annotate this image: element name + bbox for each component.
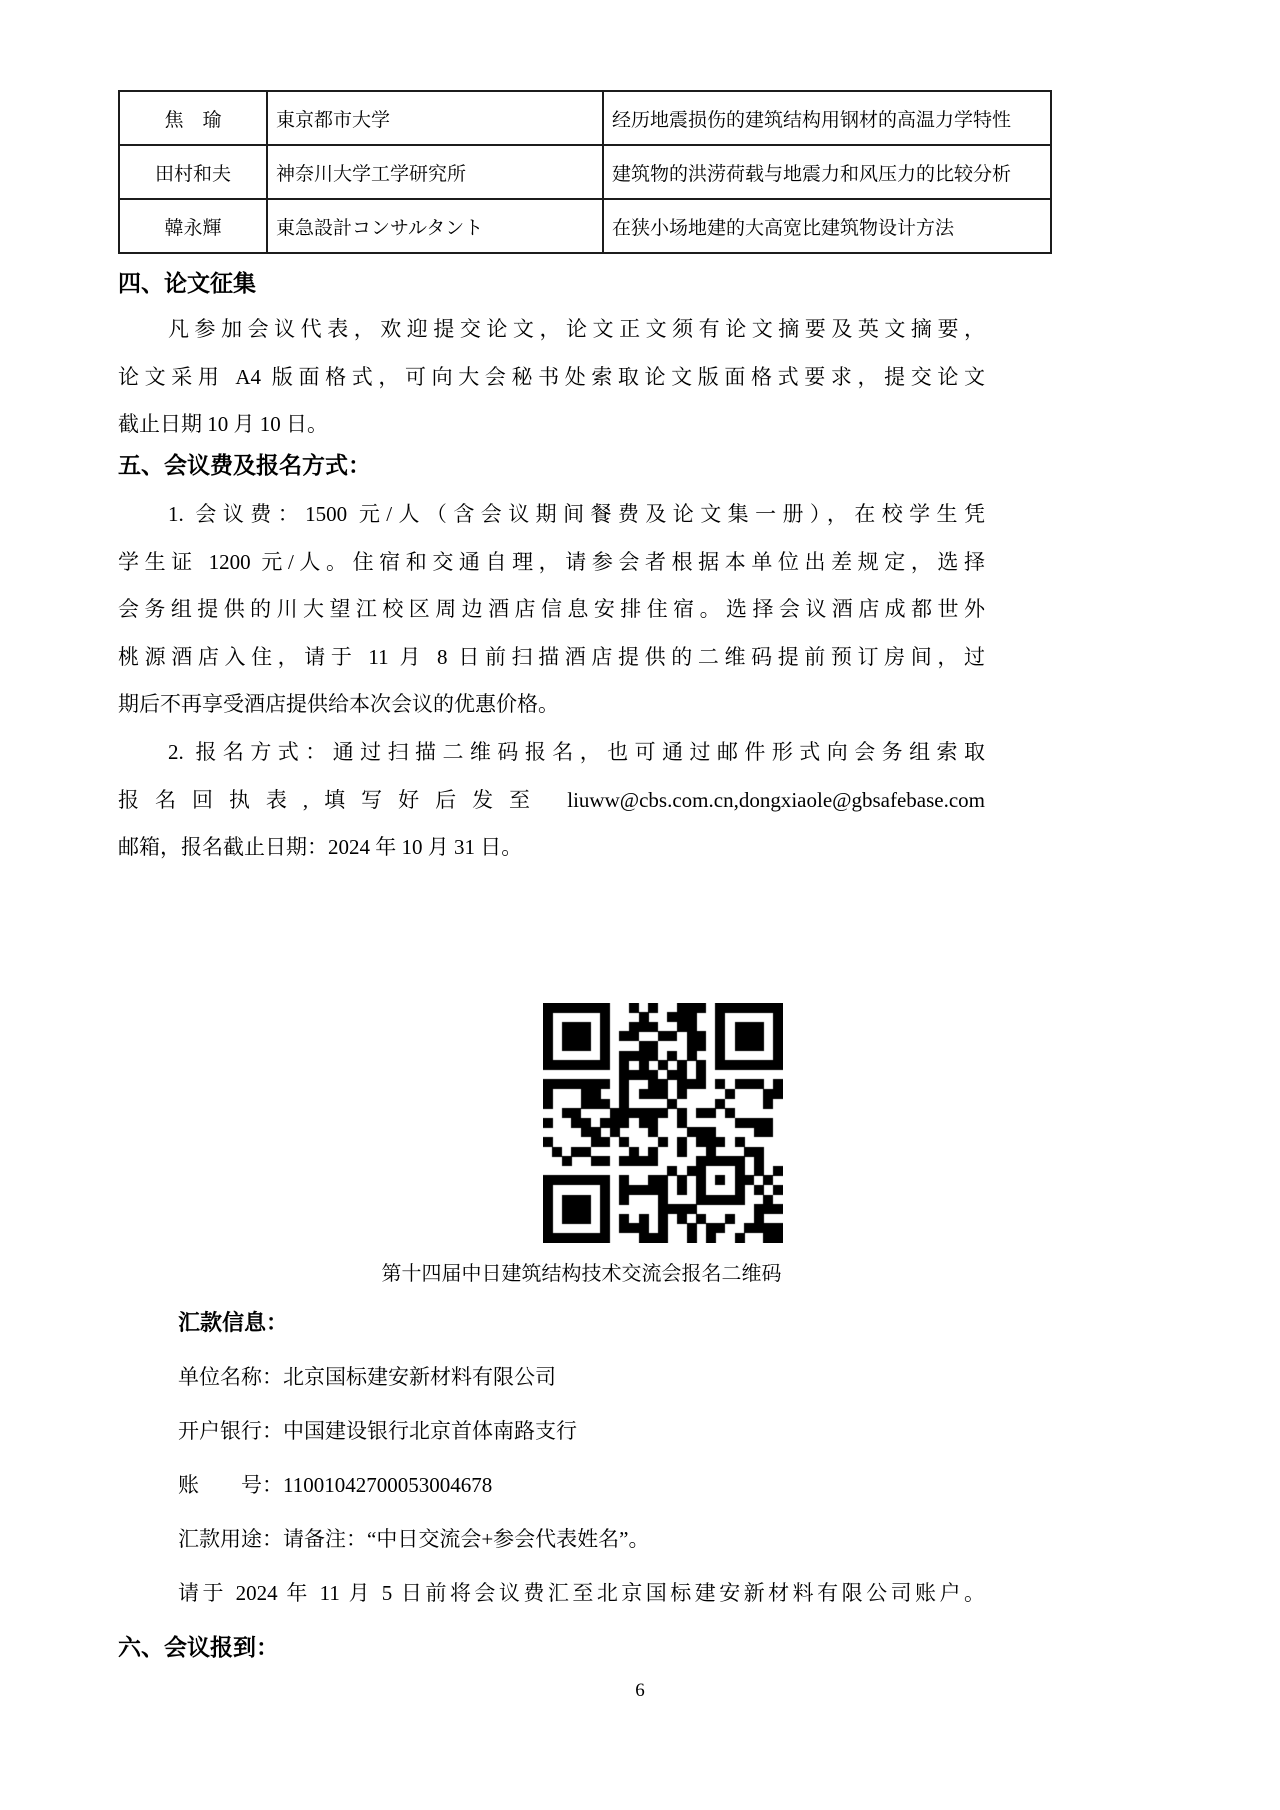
speaker-affiliation: 神奈川大学工学研究所 [267, 145, 603, 199]
remittance-bank: 开户银行：中国建设银行北京首体南路支行 [178, 1419, 577, 1443]
remittance-account-number: 账 号：11001042700053004678 [178, 1473, 493, 1497]
talk-title: 在狭小场地建的大高宽比建筑物设计方法 [603, 199, 1051, 253]
remittance-info-block [118, 1296, 985, 1620]
talk-title: 经历地震损伤的建筑结构用钢材的高温力学特性 [603, 91, 1051, 145]
paragraph-line: 2. 报名方式：通过扫描二维码报名，也可通过邮件形式向会务组索取 [168, 740, 985, 764]
speaker-affiliation: 東京都市大学 [267, 91, 603, 145]
table-row [119, 145, 1051, 199]
section-6-heading: 六、会议报到： [118, 1634, 279, 1660]
qr-caption: 第十四届中日建筑结构技术交流会报名二维码 [381, 1263, 782, 1285]
registration-paragraph [118, 729, 985, 872]
table-row [119, 91, 1051, 145]
paragraph-line: 期后不再享受酒店提供给本次会议的优惠价格。 [118, 692, 559, 716]
paragraph-line: 论文采用 A4 版面格式，可向大会秘书处索取论文版面格式要求，提交论文 [118, 364, 985, 389]
paragraph-line: 报名回执表,填写好后发至 liuww@cbs.com.cn,dongxiaole@gbsafebase.com [118, 787, 985, 812]
paragraph-line: 凡参加会议代表，欢迎提交论文，论文正文须有论文摘要及英文摘要， [168, 317, 985, 341]
speaker-affiliation: 東急設計コンサルタント [267, 199, 603, 253]
paragraph-line: 学生证 1200 元/人。住宿和交通自理，请参会者根据本单位出差规定，选择 [118, 549, 985, 574]
page-number: 6 [635, 1680, 645, 1701]
remittance-deadline: 请于 2024 年 11 月 5 日前将会议费汇至北京国标建安新材料有限公司账户。 [178, 1581, 985, 1605]
section-4-paragraph [118, 306, 985, 449]
section-5-heading: 五、会议费及报名方式： [118, 452, 371, 478]
paragraph-line: 会务组提供的川大望江校区周边酒店信息安排住宿。选择会议酒店成都世外 [118, 597, 985, 621]
speaker-name: 韓永輝 [119, 199, 267, 253]
paragraph-line: 截止日期 10 月 10 日。 [118, 412, 328, 436]
speaker-name: 焦 瑜 [119, 91, 267, 145]
paragraph-line: 邮箱，报名截止日期：2024 年 10 月 31 日。 [118, 835, 523, 859]
table-row [119, 199, 1051, 253]
paragraph-line: 桃源酒店入住，请于 11 月 8 日前扫描酒店提供的二维码提前预订房间，过 [118, 644, 985, 669]
paragraph-line: 1. 会议费：1500 元/人（含会议期间餐费及论文集一册），在校学生凭 [168, 502, 985, 526]
remittance-purpose: 汇款用途：请备注：“中日交流会+参会代表姓名”。 [178, 1527, 650, 1551]
speaker-table [118, 90, 1052, 254]
speaker-name: 田村和夫 [119, 145, 267, 199]
talk-title: 建筑物的洪涝荷载与地震力和风压力的比较分析 [603, 145, 1051, 199]
registration-qr-code [543, 1003, 783, 1243]
conference-fee-paragraph [118, 491, 985, 729]
remittance-company: 单位名称：北京国标建安新材料有限公司 [178, 1365, 556, 1389]
section-4-heading: 四、论文征集 [118, 270, 256, 296]
remittance-heading: 汇款信息： [178, 1310, 289, 1335]
